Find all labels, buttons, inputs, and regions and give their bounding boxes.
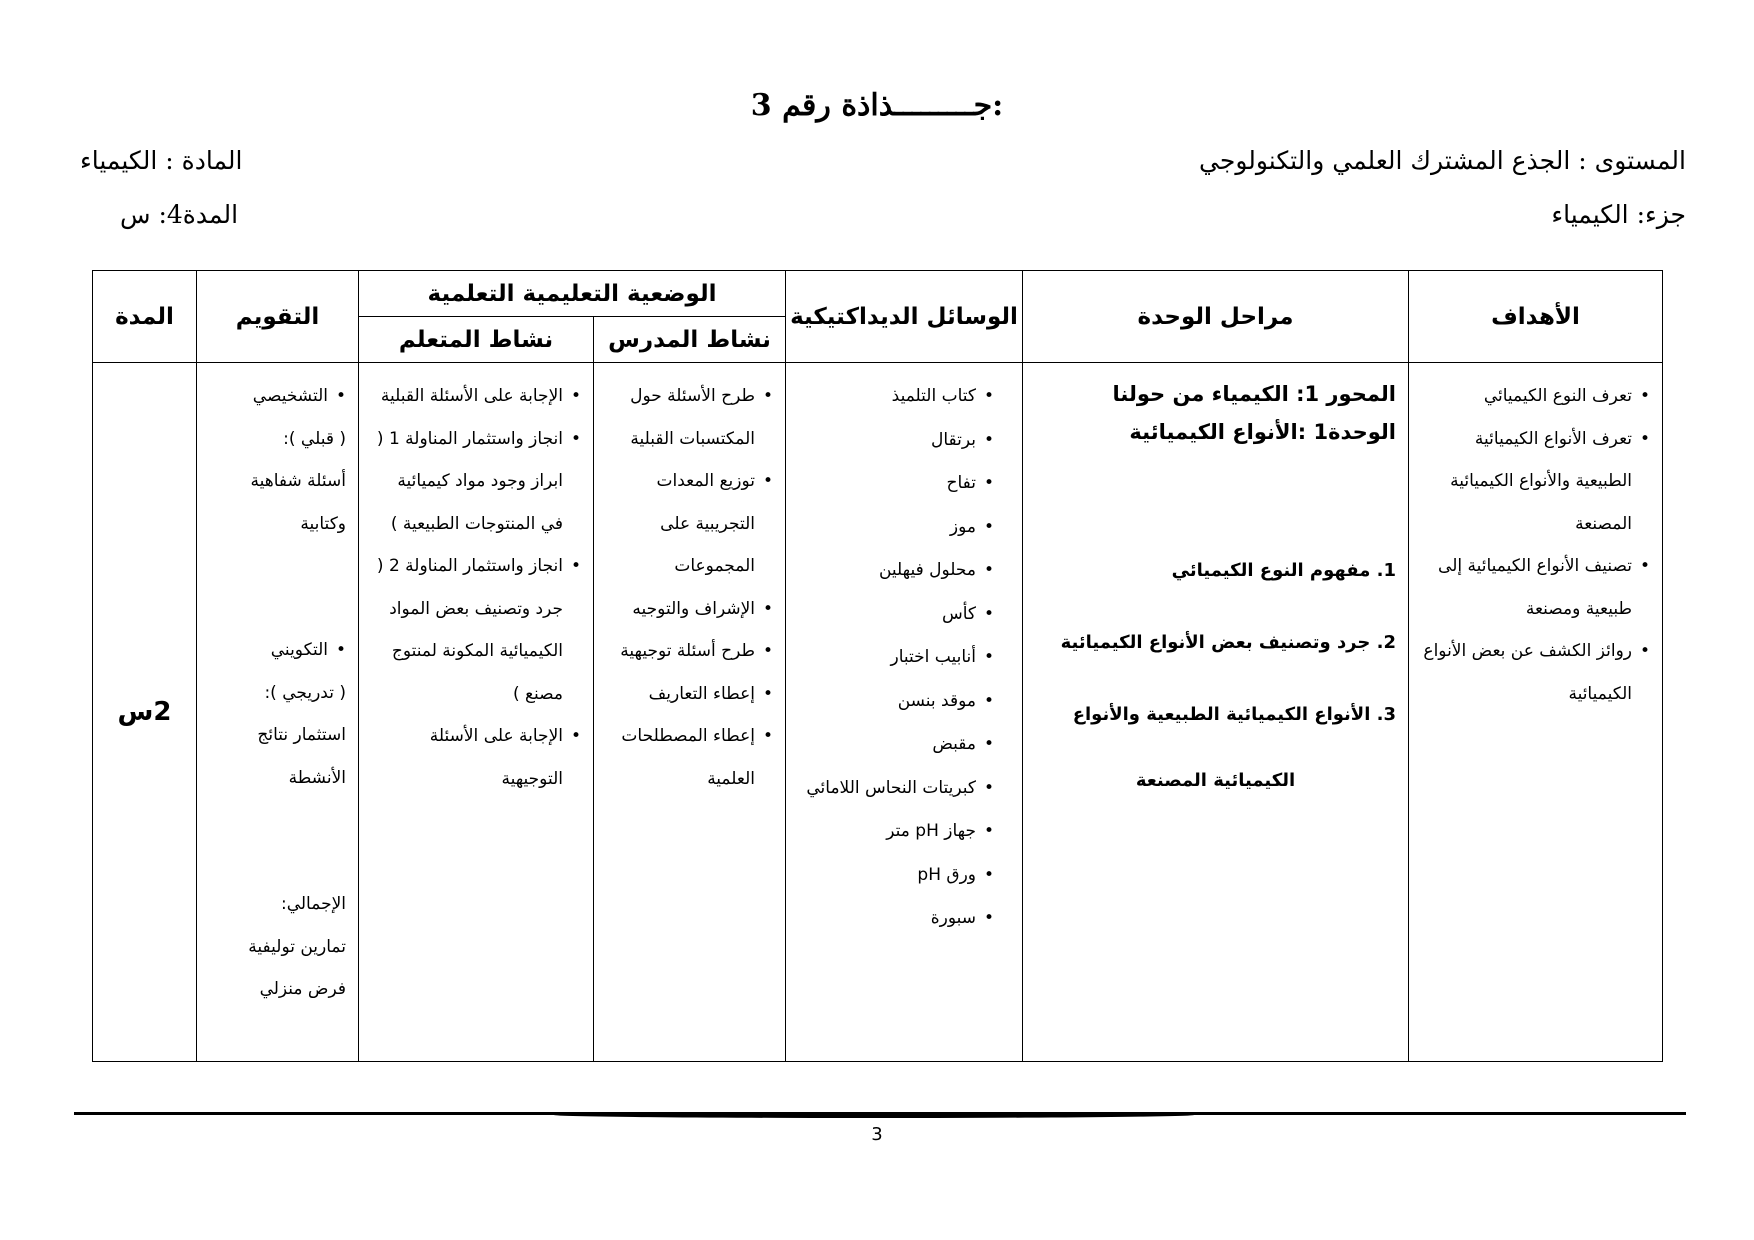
eval-diagnostic-desc: أسئلة شفاهية وكتابية	[250, 471, 346, 534]
tool-item: • ورق pH	[798, 854, 994, 898]
duration-header: المدة	[93, 271, 197, 363]
teacher-activity-header: نشاط المدرس	[594, 317, 786, 363]
tool-item: • كأس	[798, 593, 994, 637]
teacher-activity-item: • إعطاء التعاريف	[606, 673, 773, 716]
situation-header: الوضعية التعليمية التعلمية	[359, 271, 786, 317]
teacher-activity-item: • الإشراف والتوجيه	[606, 588, 773, 631]
stage-item: الكيميائية المصنعة	[1135, 770, 1296, 791]
eval-formative-desc: استثمار نتائج الأنشطة	[257, 725, 346, 788]
objective-item: • روائز الكشف عن بعض الأنواع الكيميائية	[1421, 630, 1650, 715]
footer-divider	[74, 1112, 1686, 1115]
objectives-cell	[1409, 363, 1663, 1062]
eval-diagnostic-sub: ( قبلي ):	[283, 428, 346, 449]
stages-header: مراحل الوحدة	[1023, 271, 1409, 363]
teacher-activity-item: • طرح الأسئلة حول المكتسبات القبلية	[606, 375, 773, 460]
learner-activity-header: نشاط المتعلم	[359, 317, 594, 363]
objective-item: • تصنيف الأنواع الكيميائية إلى طبيعية ومصنعة	[1421, 545, 1650, 630]
stage-item: 2. جرد وتصنيف بعض الأنواع الكيميائية	[1060, 632, 1396, 653]
tool-item: • تفاح	[798, 462, 994, 506]
teacher-activity-item: • توزيع المعدات التجريبية على المجموعات	[606, 460, 773, 588]
teacher-activity-item: • طرح أسئلة توجيهية	[606, 630, 773, 673]
learner-activity-item: • الإجابة على الأسئلة القبلية	[371, 375, 581, 418]
tools-header: الوسائل الديداكتيكية	[786, 271, 1023, 363]
eval-formative: • التكويني	[209, 629, 346, 672]
objective-item: • تعرف الأنواع الكيميائية الطبيعية والأنواع الكيميائية المصنعة	[1421, 418, 1650, 546]
learner-activity-item: • انجاز واستثمار المناولة 2 ( جرد وتصنيف بعض المواد الكيميائية المكونة لمنتوج مصنع )	[371, 545, 581, 715]
objectives-header: الأهداف	[1409, 271, 1663, 363]
tool-item: • كبريتات النحاس اللامائي	[798, 767, 994, 811]
tool-item: • جهاز pH متر	[798, 810, 994, 854]
unit-title: الوحدة1 :الأنواع الكيميائية	[1129, 420, 1396, 444]
tools-cell	[786, 363, 1023, 1062]
evaluation-header: التقويم	[197, 271, 359, 363]
tool-item: • موقد بنسن	[798, 680, 994, 724]
learner-activity-item: • الإجابة على الأسئلة التوجيهية	[371, 715, 581, 800]
lesson-plan-table	[92, 270, 1663, 1062]
stages-cell	[1023, 363, 1409, 1062]
learner-activity-item: • انجاز واستثمار المناولة 1 ( ابراز وجود مواد كيميائية في المنتوجات الطبيعية )	[371, 418, 581, 546]
learner-activity-cell	[359, 363, 594, 1062]
subject-label: المادة : الكيمياء	[80, 146, 243, 175]
tool-item: • كتاب التلميذ	[798, 375, 994, 419]
objective-item: • تعرف النوع الكيميائي	[1421, 375, 1650, 418]
eval-summative: الإجمالي:	[280, 894, 346, 914]
evaluation-cell	[197, 363, 359, 1062]
stage-item: 3. الأنواع الكيميائية الطبيعية والأنواع	[1072, 704, 1396, 725]
part-label: جزء: الكيمياء	[1551, 200, 1686, 229]
axis-title: المحور 1: الكيمياء من حولنا	[1112, 382, 1396, 406]
tool-item: • برتقال	[798, 419, 994, 463]
tool-item: • محلول فيهلين	[798, 549, 994, 593]
duration-value: 2س	[93, 363, 197, 1062]
eval-summative-line: تمارين توليفية	[248, 936, 346, 957]
document-title: جـــــــــذاذة رقم 3:	[750, 88, 1004, 123]
eval-formative-sub: ( تدريجي ):	[264, 682, 346, 703]
stage-item: 1. مفهوم النوع الكيميائي	[1171, 560, 1396, 581]
teacher-activity-cell	[594, 363, 786, 1062]
level-label: المستوى : الجذع المشترك العلمي والتكنولوجي	[1199, 146, 1686, 175]
tool-item: • مقبض	[798, 723, 994, 767]
eval-diagnostic: • التشخيصي	[209, 375, 346, 418]
page-number: 3	[871, 1124, 883, 1145]
duration-label: المدة4: س	[120, 200, 239, 229]
tool-item: • أنابيب اختبار	[798, 636, 994, 680]
tool-item: • سبورة	[798, 897, 994, 941]
eval-summative-line: فرض منزلي	[259, 979, 346, 999]
teacher-activity-item: • إعطاء المصطلحات العلمية	[606, 715, 773, 800]
tool-item: • موز	[798, 506, 994, 550]
